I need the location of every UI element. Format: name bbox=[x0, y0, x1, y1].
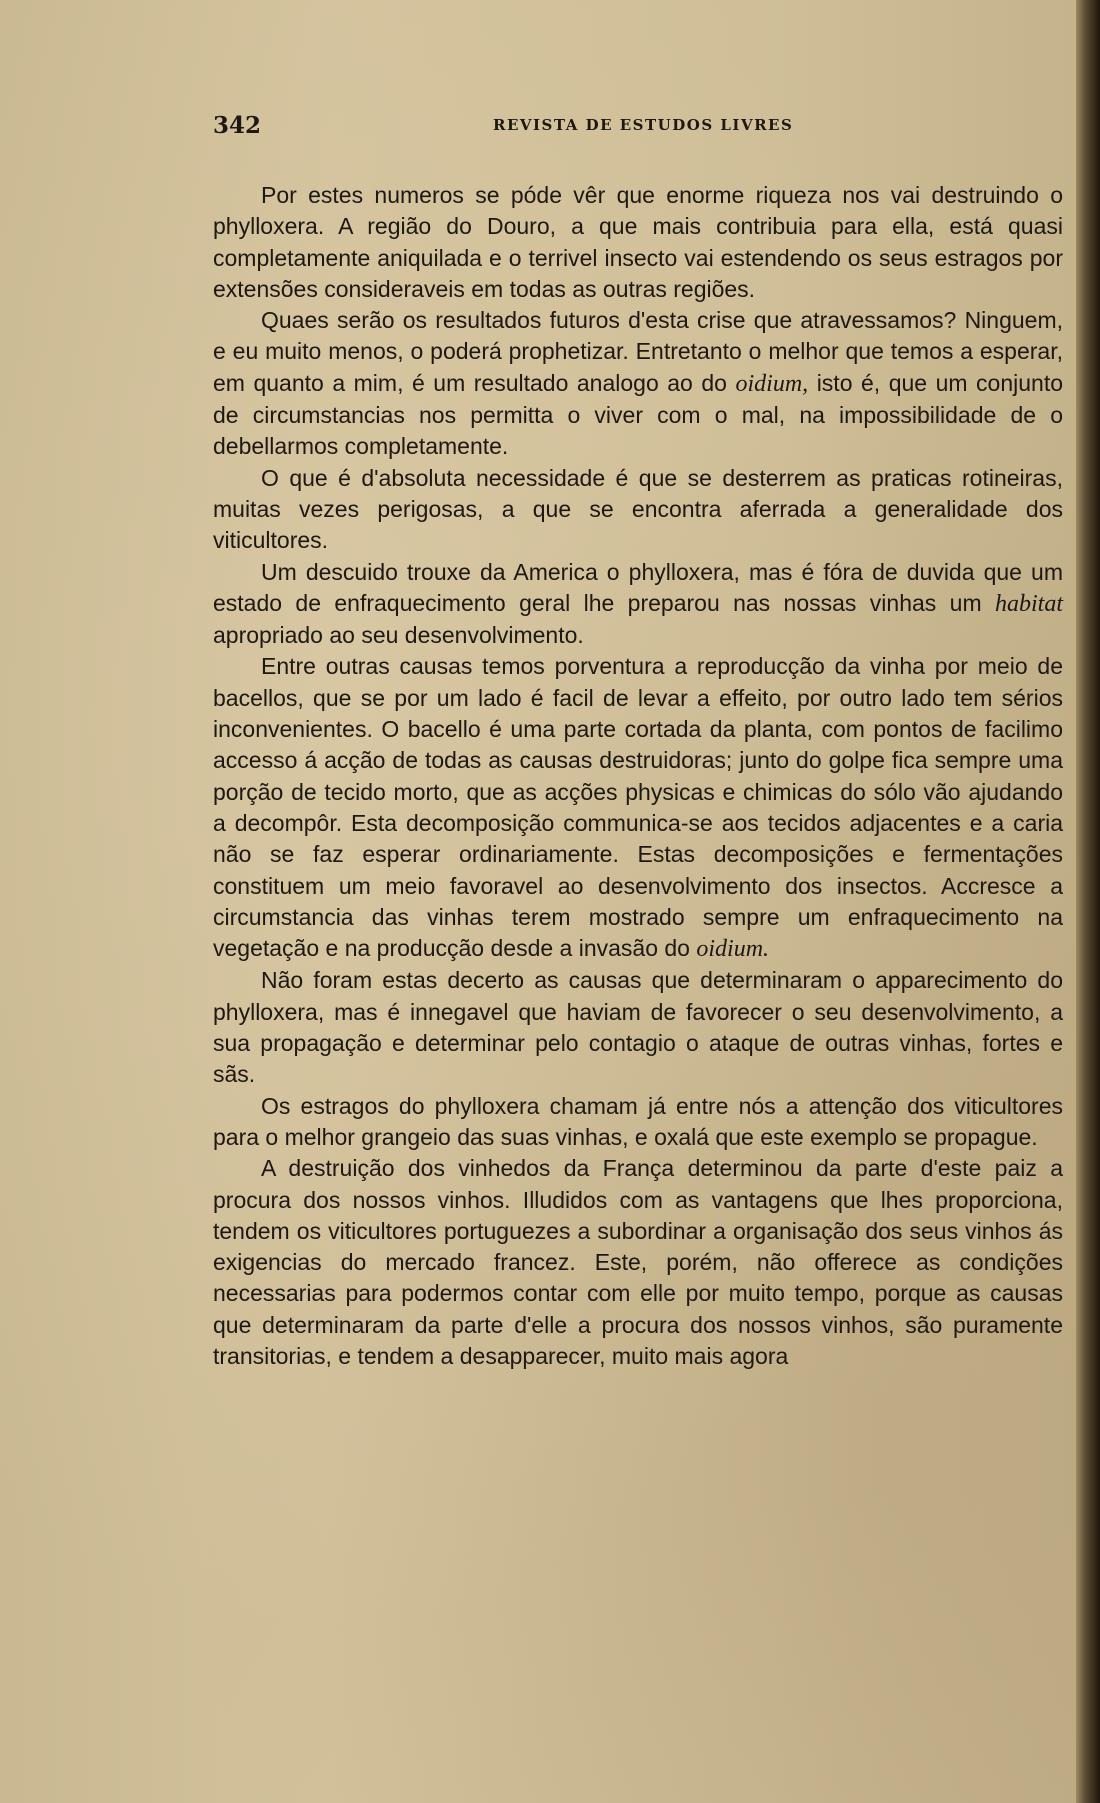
page-edge-shadow bbox=[1076, 0, 1100, 1803]
paragraph: Por estes numeros se póde vêr que enorme riqueza nos vai destruindo o phylloxera. A região do Douro, a que mais contribuia para ella, está quasi completamente aniquilada e o terrivel insecto vai estendendo os seus estragos por extensões consideraveis em todas as outras regiões. bbox=[213, 182, 1063, 302]
italic-term: oidium. bbox=[696, 936, 770, 963]
page-number: 342 bbox=[213, 112, 262, 139]
paragraph: A destruição dos vinhedos da França determinou da parte d'este paiz a procura dos nossos vinhos. Illudidos com as vantagens que lhes proporciona, tendem os viticultores portuguezes a subordinar a organisação dos seus vinhos ás exigencias do mercado francez. Este, porém, não offerece as condições necessarias para podermos contar com elle por muito tempo, porque as causas que determinaram da parte d'elle a procura dos nossos vinhos, são puramente transitorias, e tendem a desapparecer, muito mais agora bbox=[213, 1155, 1063, 1369]
page-header bbox=[213, 112, 803, 146]
paragraph: Entre outras causas temos porventura a reproducção da vinha por meio de bacellos, que se por um lado é facil de levar a effeito, por outro lado tem sérios inconvenientes. O bacello é uma parte cortada da planta, com pontos de facilimo accesso á acção de todas as causas destruidoras; junto do golpe fica sempre uma porção de tecido morto, que as acções physicas e chimicas do sólo vão ajudando a decompôr. Esta decomposição communica-se aos tecidos adjacentes e a caria não se faz esperar ordinariamente. Estas decomposições e fermentações constituem um meio favoravel ao desenvolvimento dos insectos. Accresce a circumstancia das vinhas terem mostrado sempre um enfraquecimento na vegetação e na producção desde a invasão do oidium. bbox=[213, 653, 1063, 963]
body-text bbox=[213, 180, 1063, 1372]
paragraph: Um descuido trouxe da America o phylloxera, mas é fóra de duvida que um estado de enfraquecimento geral lhe preparou nas nossas vinhas um habitat apropriado ao seu desenvolvimento. bbox=[213, 558, 1064, 649]
paragraph: Não foram estas decerto as causas que determinaram o apparecimento do phylloxera, mas é innegavel que haviam de favorecer o seu desenvolvimento, a sua propagação e determinar pelo contagio o ataque de outras vinhas, fortes e sãs. bbox=[213, 967, 1063, 1088]
italic-term: habitat bbox=[995, 590, 1064, 617]
paragraph: Os estragos do phylloxera chamam já entre nós a attenção dos viticultores para o melhor grangeio das suas vinhas, e oxalá que este exemplo se propague. bbox=[213, 1092, 1063, 1150]
paragraph: O que é d'absoluta necessidade é que se desterrem as praticas rotineiras, muitas vezes perigosas, a que se encontra aferrada a generalidade dos viticultores. bbox=[213, 464, 1063, 554]
paragraph: Quaes serão os resultados futuros d'esta crise que atravessamos? Ninguem, e eu muito menos, o poderá prophetizar. Entretanto o melhor que temos a esperar, em quanto a mim, é um resultado analogo ao do oidium, isto é, que um conjunto de circumstancias nos permitta o viver com o mal, na impossibilidade de o debellarmos completamente. bbox=[213, 307, 1064, 460]
italic-term: oidium, bbox=[735, 370, 809, 397]
running-head: REVISTA DE ESTUDOS LIVRES bbox=[493, 116, 794, 134]
